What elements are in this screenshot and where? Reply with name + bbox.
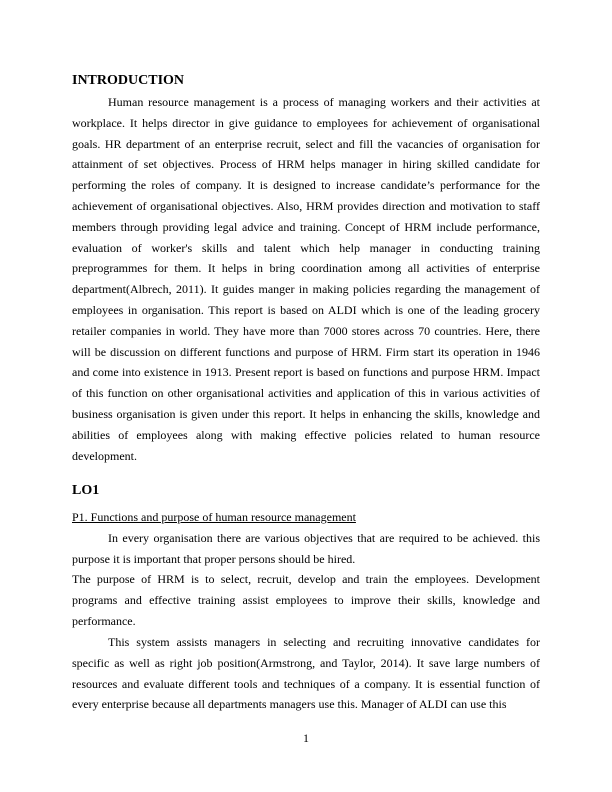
p1-subheading: P1. Functions and purpose of human resource management (72, 510, 356, 524)
lo1-paragraph-2: The purpose of HRM is to select, recruit, develop and train the employees. Development programs and effective training assist employees to improve their skills, knowledge and performance. (72, 572, 540, 628)
lo1-paragraph-3: This system assists managers in selecting and recruiting innovative candidates for specific as well as right job position(Armstrong, and Taylor, 2014). It save large numbers of resources and evaluate different tools and techniques of a company. It is essential function of every enterprise because all departments managers use this. Manager of ALDI can use this (72, 635, 540, 712)
introduction-heading: INTRODUCTION (72, 73, 185, 88)
lo1-paragraph-1: In every organisation there are various objectives that are required to be achieved. this purpose it is important that proper persons should be hired. (72, 531, 540, 566)
page-number: 1 (303, 731, 309, 745)
lo1-heading: LO1 (72, 483, 100, 498)
introduction-paragraph: Human resource management is a process of managing workers and their activities at workplace. It helps director in give guidance to employees for achievement of organisational goals. HR department of an enterprise recruit, select and fill the vacancies of organisation for attainment of set objectives. Process of HRM helps manager in hiring skilled candidate for performing the roles of company. It is designed to increase candidate’s performance for the achievement of organisational objectives. Also, HRM provides direction and motivation to staff members through providing legal advice and training. Concept of HRM include performance, evaluation of worker's skills and talent which help manager in conducting training preprogrammes for them. It helps in bring coordination among all activities of enterprise department(Albrech, 2011). It guides manger in making policies regarding the management of employees in organisation. This report is based on ALDI which is one of the leading grocery retailer companies in world. They have more than 7000 stores across 70 countries. Here, there will be discussion on different functions and purpose of HRM. Firm start its operation in 1946 and come into existence in 1913. Present report is based on functions and purpose HRM. Impact of this function on other organisational activities and application of this in various activities of business organisation is given under this report. It helps in enhancing the skills, knowledge and abilities of employees along with making effective policies related to human resource development. (72, 95, 540, 463)
